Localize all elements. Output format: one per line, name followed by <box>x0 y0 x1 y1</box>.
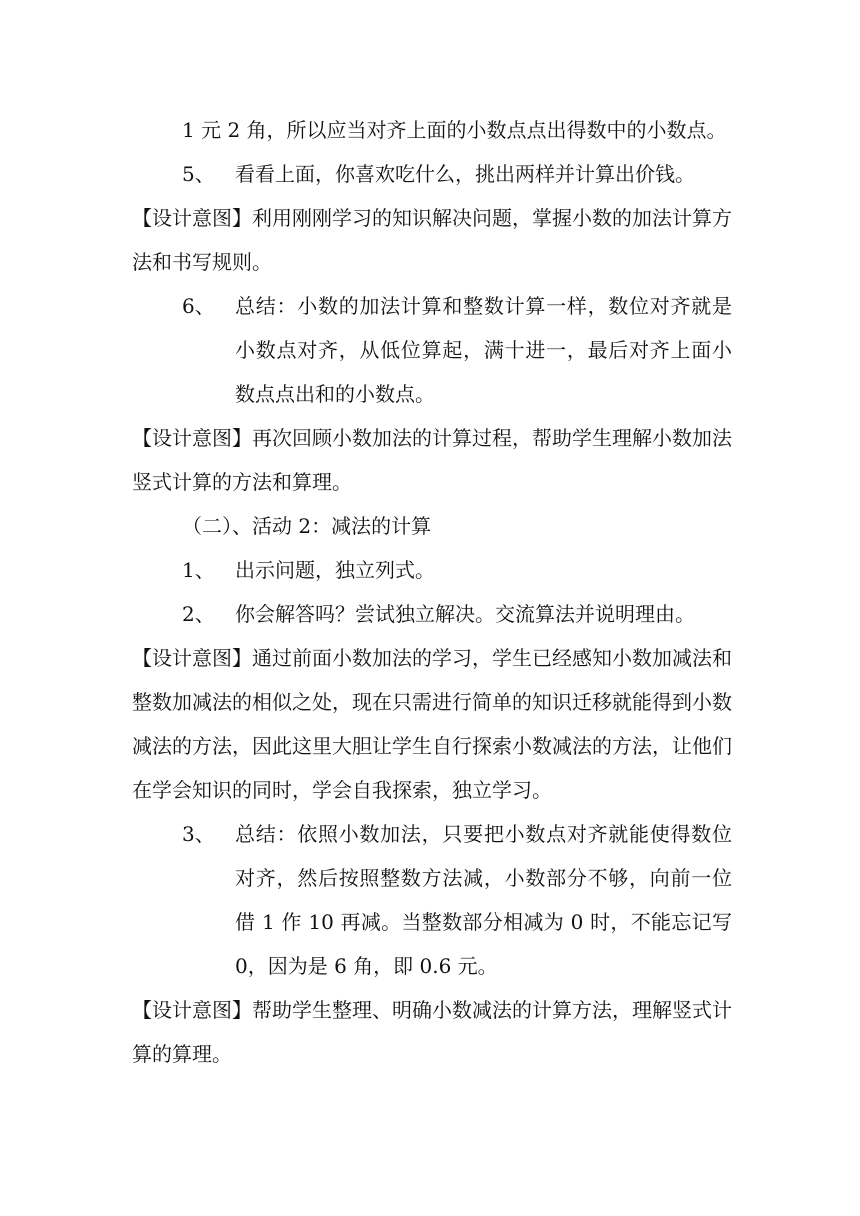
step-5-number: 5、 <box>182 162 215 186</box>
sub-step-3 <box>132 812 732 988</box>
step-6 <box>132 284 732 416</box>
sub-step-2-text: 你会解答吗？尝试独立解决。交流算法并说明理由。 <box>235 602 695 626</box>
sub-step-2-number: 2、 <box>182 602 215 626</box>
design-intent-4: 【设计意图】帮助学生整理、明确小数减法的计算方法，理解竖式计算的算理。 <box>132 998 732 1066</box>
sub-step-1-text: 出示问题，独立列式。 <box>235 558 435 582</box>
section-2-heading: （二）、活动 2：减法的计算 <box>182 514 432 538</box>
sub-step-3-number: 3、 <box>182 822 215 846</box>
sub-step-2 <box>132 592 732 636</box>
step-5-text: 看看上面，你喜欢吃什么，挑出两样并计算出价钱。 <box>235 162 695 186</box>
step-6-text: 总结：小数的加法计算和整数计算一样，数位对齐就是小数点对齐，从低位算起，满十进一，最后对齐上面小数点点出和的小数点。 <box>235 294 732 406</box>
design-intent-2: 【设计意图】再次回顾小数加法的计算过程，帮助学生理解小数加法竖式计算的方法和算理。 <box>132 426 732 494</box>
document-body <box>132 108 732 1076</box>
design-intent-1: 【设计意图】利用刚刚学习的知识解决问题，掌握小数的加法计算方法和书写规则。 <box>132 206 732 274</box>
design-intent-3: 【设计意图】通过前面小数加法的学习，学生已经感知小数加减法和整数加减法的相似之处，现在只需进行简单的知识迁移就能得到小数减法的方法，因此这里大胆让学生自行探索小数减法的方法，让他们在学会知识的同时，学会自我探索，独立学习。 <box>132 646 732 802</box>
sub-step-1 <box>132 548 732 592</box>
step-6-number: 6、 <box>182 294 215 318</box>
step-5 <box>132 152 732 196</box>
continuation-line: 1 元 2 角，所以应当对齐上面的小数点点出得数中的小数点。 <box>182 118 727 142</box>
sub-step-3-text: 总结：依照小数加法，只要把小数点对齐就能使得数位对齐，然后按照整数方法减，小数部分不够，向前一位借 1 作 10 再减。当整数部分相减为 0 时，不能忘记写 0，因为是 6 角，即 0.6 元。 <box>235 822 732 978</box>
sub-step-1-number: 1、 <box>182 558 215 582</box>
